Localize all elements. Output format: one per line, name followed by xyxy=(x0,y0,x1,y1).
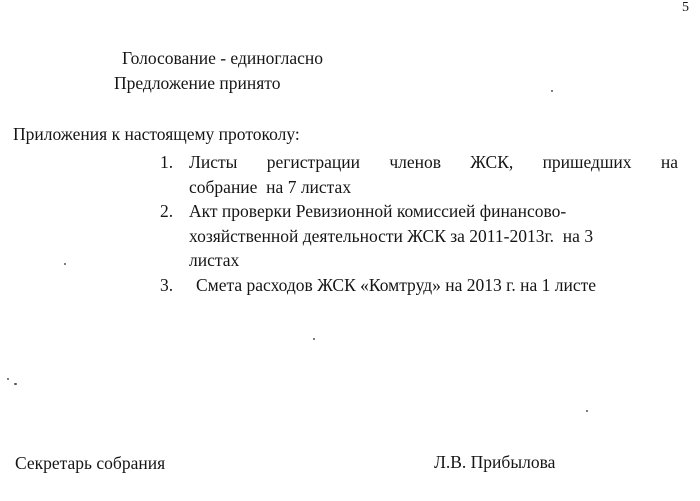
attachment-item xyxy=(160,150,678,199)
scan-speck xyxy=(313,338,315,340)
page-number: 5 xyxy=(682,0,689,15)
attachment-item xyxy=(160,199,678,273)
attachment-text-line: листах xyxy=(189,250,240,270)
attachment-number: 1. xyxy=(160,152,174,172)
secretary-role: Секретарь собрания xyxy=(15,453,166,473)
scan-speck xyxy=(586,410,588,412)
scan-speck xyxy=(64,263,66,265)
scan-speck xyxy=(7,378,9,380)
attachment-number: 3. xyxy=(160,274,174,295)
attachments-list xyxy=(160,150,678,297)
attachments-heading: Приложения к настоящему протоколу: xyxy=(13,124,300,144)
secretary-name: Л.В. Прибылова xyxy=(434,452,556,472)
voting-result: Голосование - единогласно xyxy=(122,48,324,68)
proposal-status: Предложение принято xyxy=(114,73,281,93)
attachment-text-line: собрание на 7 листах xyxy=(189,176,352,197)
scan-speck xyxy=(551,90,553,92)
attachment-text-line: Акт проверки Ревизионной комиссией финансово- xyxy=(189,201,567,221)
scan-speck xyxy=(14,383,17,385)
attachment-item xyxy=(160,273,678,298)
attachment-text-line: Смета расходов ЖСК «Комтруд» на 2013 г. на 1 листе xyxy=(196,274,597,295)
attachment-text-line: Листы регистрации членов ЖСК, пришедших на xyxy=(189,152,678,172)
attachment-number: 2. xyxy=(160,201,174,221)
attachment-text-line: хозяйственной деятельности ЖСК за 2011-2013г. на 3 xyxy=(189,225,594,246)
